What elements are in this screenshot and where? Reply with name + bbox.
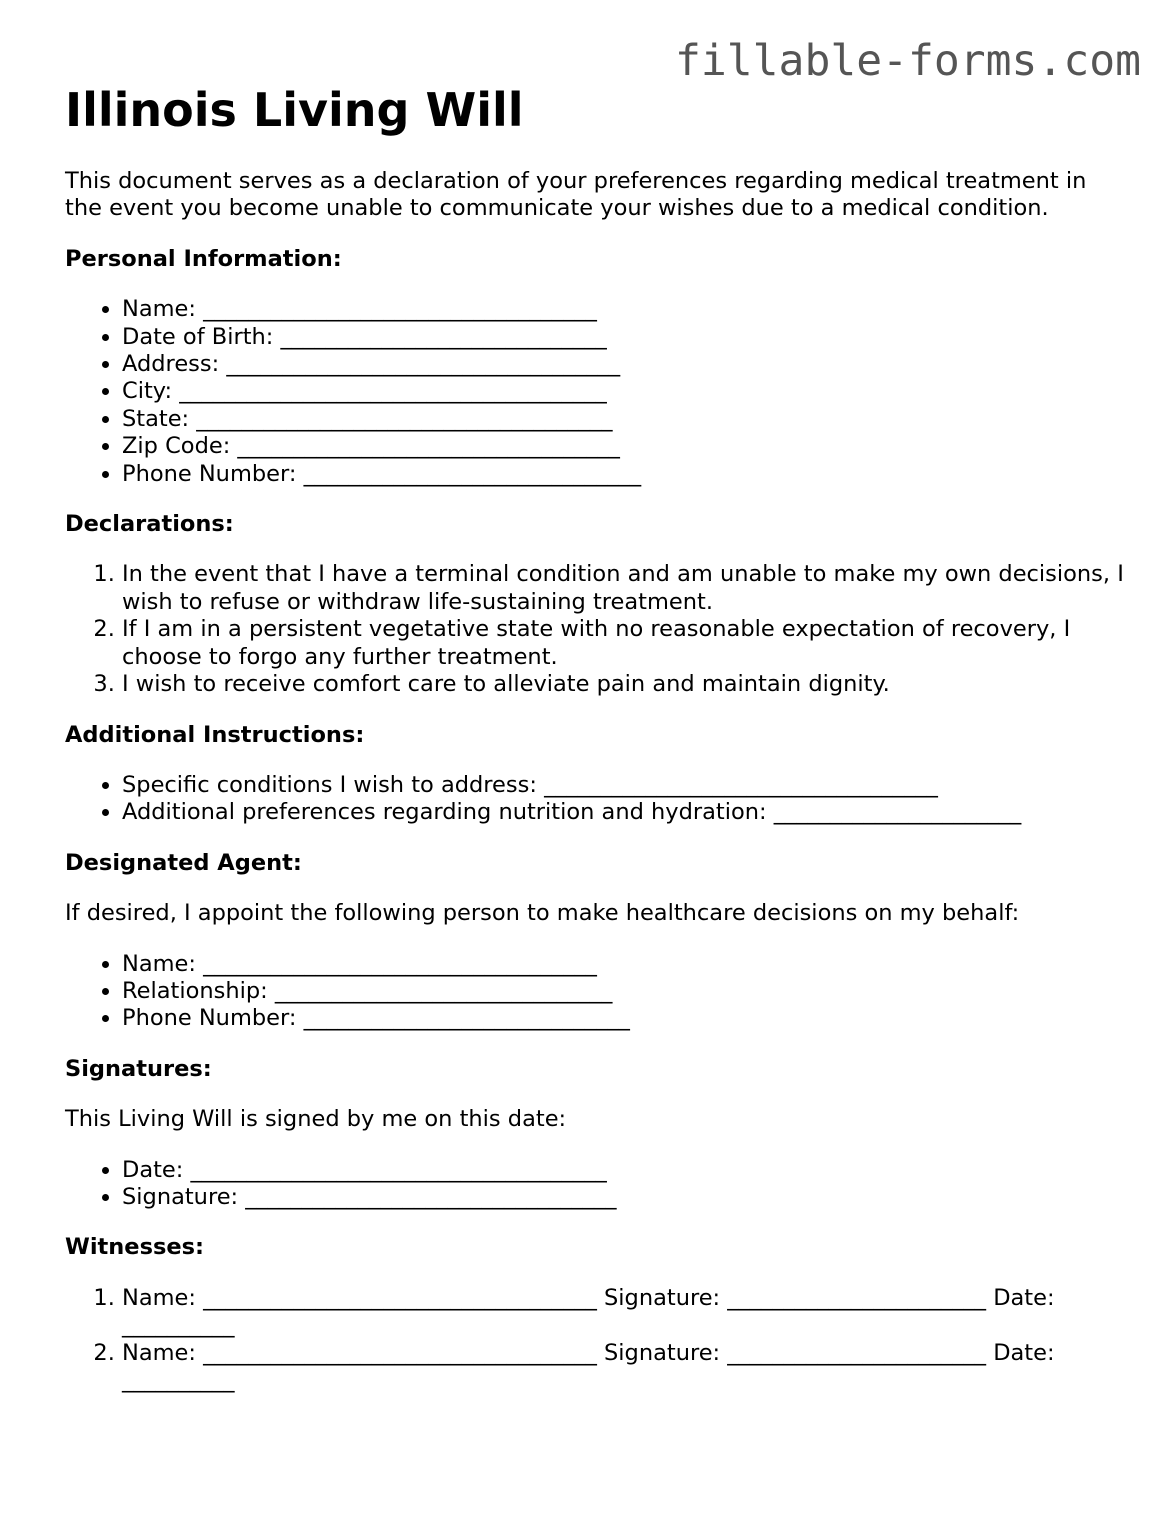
personal-info-list [65, 296, 1125, 488]
witnesses-heading: Witnesses: [65, 1234, 204, 1261]
personal-zip-field[interactable]: • Zip Code: __________________________________ [122, 433, 1125, 460]
signatures-list [65, 1157, 1125, 1212]
additional-instructions-heading: Additional Instructions: [65, 721, 365, 748]
declaration-item: 1. In the event that I have a terminal condition and am unable to make my own decisions, I wish to refuse or withdraw life-sustaining treatment. [122, 561, 1125, 616]
specific-conditions-field[interactable]: • Specific conditions I wish to address: ___________________________________ [122, 772, 1125, 799]
declarations-heading: Declarations: [65, 511, 234, 538]
page-title: Illinois Living Will [65, 83, 524, 137]
personal-state-field[interactable]: • State: _____________________________________ [122, 406, 1125, 433]
declaration-item: 2. If I am in a persistent vegetative state with no reasonable expectation of recovery, I choose to forgo any further treatment. [122, 616, 1125, 671]
designated-agent-list [65, 951, 1125, 1033]
personal-address-field[interactable]: • Address: ___________________________________ [122, 351, 1125, 378]
watermark: fillable-forms.com [675, 36, 1141, 86]
agent-phone-field[interactable]: • Phone Number: _____________________________ [122, 1005, 1125, 1032]
personal-city-field[interactable]: • City: ______________________________________ [122, 378, 1125, 405]
agent-relationship-field[interactable]: • Relationship: ______________________________ [122, 978, 1125, 1005]
personal-info-heading: Personal Information: [65, 245, 342, 272]
declaration-item: 3. I wish to receive comfort care to alleviate pain and maintain dignity. [122, 671, 1125, 698]
signature-date-field[interactable]: • Date: _____________________________________ [122, 1157, 1125, 1184]
additional-instructions-list [65, 772, 1125, 827]
intro-paragraph: This document serves as a declaration of your preferences regarding medical treatment in the event you become unable to communicate your wishes due to a medical condition. [65, 168, 1087, 222]
declarations-list [65, 561, 1125, 698]
signatures-text: This Living Will is signed by me on this date: [65, 1106, 567, 1133]
personal-phone-field[interactable]: • Phone Number: ______________________________ [122, 461, 1125, 488]
designated-agent-text: If desired, I appoint the following person to make healthcare decisions on my behalf: [65, 900, 1020, 927]
signature-field[interactable]: • Signature: _________________________________ [122, 1184, 1125, 1211]
witness-2-fields[interactable]: 2. Name: ___________________________________ Signature: _______________________ Date: __________ [122, 1340, 1125, 1395]
personal-name-field[interactable]: • Name: ___________________________________ [122, 296, 1125, 323]
witness-1-fields[interactable]: 1. Name: ___________________________________ Signature: _______________________ Date: __________ [122, 1285, 1125, 1340]
document-body [65, 168, 1125, 1417]
designated-agent-heading: Designated Agent: [65, 849, 302, 876]
nutrition-hydration-field[interactable]: • Additional preferences regarding nutrition and hydration: ______________________ [122, 799, 1125, 826]
signatures-heading: Signatures: [65, 1055, 212, 1082]
personal-dob-field[interactable]: • Date of Birth: _____________________________ [122, 324, 1125, 351]
agent-name-field[interactable]: • Name: ___________________________________ [122, 951, 1125, 978]
witnesses-list [65, 1285, 1125, 1395]
